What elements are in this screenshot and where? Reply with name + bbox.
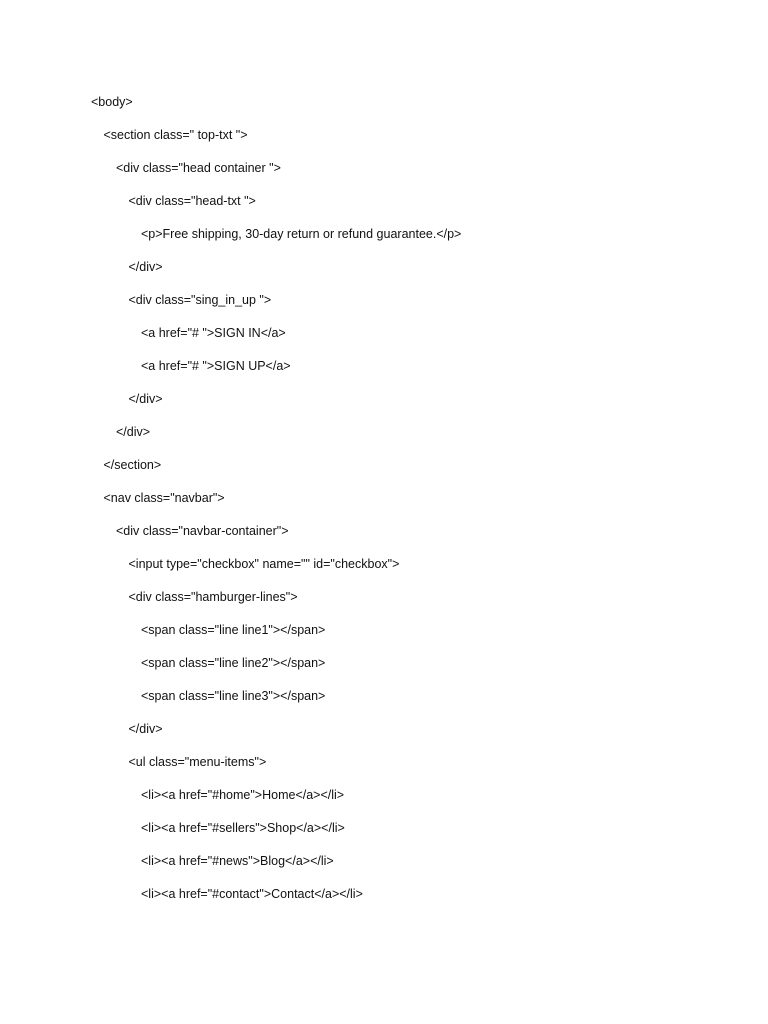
code-line: <div class="navbar-container"> [116,524,289,538]
code-line: <span class="line line1"></span> [141,623,326,637]
code-line: <body> [91,95,133,109]
code-listing [91,92,731,917]
code-line: <div class="head-txt "> [128,194,256,208]
code-line: <p>Free shipping, 30-day return or refund guarantee.</p> [141,227,462,241]
code-line: <span class="line line3"></span> [141,689,326,703]
code-line: </div> [128,260,163,274]
code-line: <li><a href="#sellers">Shop</a></li> [141,821,345,835]
code-line: <span class="line line2"></span> [141,656,326,670]
code-line: <input type="checkbox" name="" id="checkbox"> [128,557,400,571]
code-line: <a href="# ">SIGN UP</a> [141,359,291,373]
code-line: <a href="# ">SIGN IN</a> [141,326,286,340]
code-line: </div> [128,722,163,736]
code-line: </div> [116,425,151,439]
code-line: <li><a href="#contact">Contact</a></li> [141,887,363,901]
code-line: </section> [103,458,162,472]
code-line: <li><a href="#news">Blog</a></li> [141,854,334,868]
code-line: <div class="hamburger-lines"> [128,590,298,604]
code-line: </div> [128,392,163,406]
code-line: <nav class="navbar"> [103,491,225,505]
code-line: <li><a href="#home">Home</a></li> [141,788,345,802]
code-line: <div class="head container "> [116,161,281,175]
code-line: <section class=" top-txt "> [103,128,248,142]
code-line: <ul class="menu-items"> [128,755,267,769]
code-line: <div class="sing_in_up "> [128,293,272,307]
